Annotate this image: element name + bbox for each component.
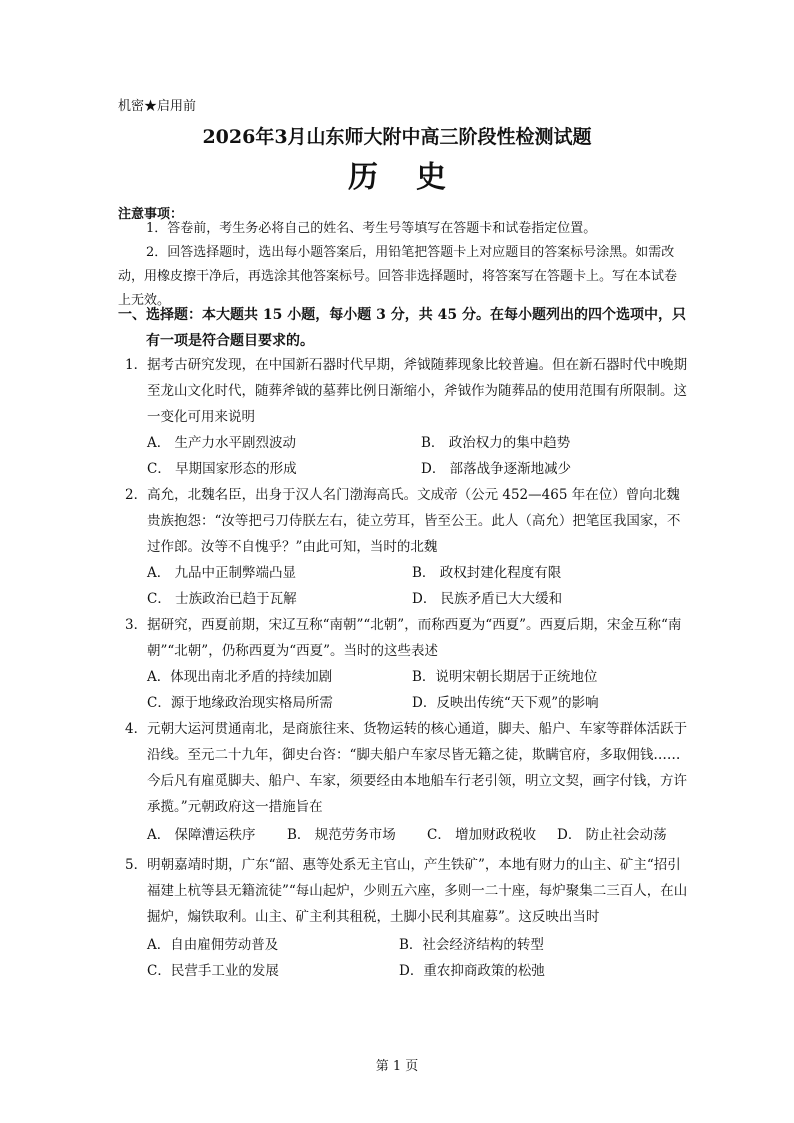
question-3 <box>125 612 690 716</box>
option-d: D． 防止社会动荡 <box>557 827 667 843</box>
question-4 <box>125 716 690 848</box>
question-stem: 2．高允，北魏名臣，出身于汉人名门渤海高氏。文成帝（公元 452—465 年在位）曾向北魏贵族抱怨：“汝等把弓刀侍朕左右，徒立劳耳，皆至公王。此人（高允）把笔匡我国家，不过作郎。汝等不自愧乎？”由此可知，当时的北魏 <box>125 487 681 555</box>
option-c: C． 士族政治已趋于瓦解 <box>147 591 297 607</box>
notice-item-2: 2．回答选择题时，选出每小题答案后，用铅笔把答题卡上对应题目的答案标号涂黑。如需改动，用橡皮擦干净后，再选涂其他答案标号。回答非选择题时，将答案写在答题卡上。写在本试卷上无效。 <box>118 245 678 308</box>
question-5 <box>125 852 690 984</box>
section-heading-line-1: 一、选择题：本大题共 15 小题，每小题 3 分，共 45 分。在每小题列出的四个选项中，只 <box>118 307 686 323</box>
option-b: B． 政治权力的集中趋势 <box>421 435 571 451</box>
page-number: 第 1 页 <box>375 1059 419 1074</box>
options-row <box>125 664 690 690</box>
option-c: C．民营手工业的发展 <box>147 963 279 979</box>
question-stem: 1．据考古研究发现，在中国新石器时代早期，斧钺随葬现象比较普遍。但在新石器时代中晚期至龙山文化时代，随葬斧钺的墓葬比例日渐缩小，斧钺作为随葬品的使用范围有所限制。这一变化可用来说明 <box>125 357 688 425</box>
option-d: D． 民族矛盾已大大缓和 <box>412 591 563 607</box>
options-row <box>125 932 690 958</box>
options-row <box>125 690 690 716</box>
options-row <box>125 586 690 612</box>
option-d: D．重农抑商政策的松弛 <box>399 963 545 979</box>
option-c: C．源于地缘政治现实格局所需 <box>147 695 333 711</box>
option-a: A． 保障漕运秩序 <box>147 827 256 843</box>
option-c: C． 增加财政税收 <box>427 827 537 843</box>
options-row <box>125 822 690 848</box>
subject-title: 历史 <box>348 160 484 195</box>
notice-heading: 注意事项： <box>118 207 184 222</box>
option-b: B．社会经济结构的转型 <box>399 937 544 953</box>
option-b: B． 规范劳务市场 <box>287 827 396 843</box>
options-row <box>125 430 690 456</box>
option-a: A．体现出南北矛盾的持续加剧 <box>147 669 333 685</box>
notice-item-1: 1．答卷前，考生务必将自己的姓名、考生号等填写在答题卡和试卷指定位置。 <box>146 221 597 236</box>
question-stem: 3．据研究，西夏前期，宋辽互称“南朝”“北朝”，而称西夏为“西夏”。西夏后期，宋金互称“南朝”“北朝”，仍称西夏为“西夏”。当时的这些表述 <box>125 617 682 659</box>
section-heading <box>118 302 688 354</box>
option-d: D．反映出传统“天下观”的影响 <box>412 695 599 711</box>
question-1 <box>125 352 690 482</box>
exam-title: 2026年3月山东师大附中高三阶段性检测试题 <box>202 126 592 148</box>
option-c: C． 早期国家形态的形成 <box>147 461 297 477</box>
option-a: A． 生产力水平剧烈波动 <box>147 435 297 451</box>
options-row <box>125 958 690 984</box>
section-heading-line-2: 有一项是符合题目要求的。 <box>146 333 314 349</box>
option-a: A．自由雇佣劳动普及 <box>147 937 279 953</box>
option-d: D． 部落战争逐渐地减少 <box>421 461 572 477</box>
option-b: B．说明宋朝长期居于正统地位 <box>412 669 598 685</box>
confidential-label: 机密★启用前 <box>118 99 197 114</box>
option-a: A． 九品中正制弊端凸显 <box>147 565 297 581</box>
question-2 <box>125 482 690 612</box>
options-row <box>125 560 690 586</box>
options-row <box>125 456 690 482</box>
option-b: B． 政权封建化程度有限 <box>412 565 562 581</box>
question-stem: 4．元朝大运河贯通南北，是商旅往来、货物运转的核心通道，脚夫、船户、车家等群体活跃于沿线。至元二十九年，御史台咨：“脚夫船户车家尽皆无籍之徒，欺瞒官府，多取佣钱……今后凡有雇觅脚夫、船户、车家，须要经由本地船车行老引领，明立文契，画字付钱，方许承揽。”元朝政府这一措施旨在 <box>125 721 688 815</box>
question-stem: 5．明朝嘉靖时期，广东“韶、惠等处系无主官山，产生铁矿”，本地有财力的山主、矿主“招引福建上杭等县无籍流徒”“每山起炉，少则五六座，多则一二十座，每炉聚集二三百人，在山掘炉，煽铁取利。山主、矿主利其租税，土脚小民利其雇募”。这反映出当时 <box>125 857 688 925</box>
